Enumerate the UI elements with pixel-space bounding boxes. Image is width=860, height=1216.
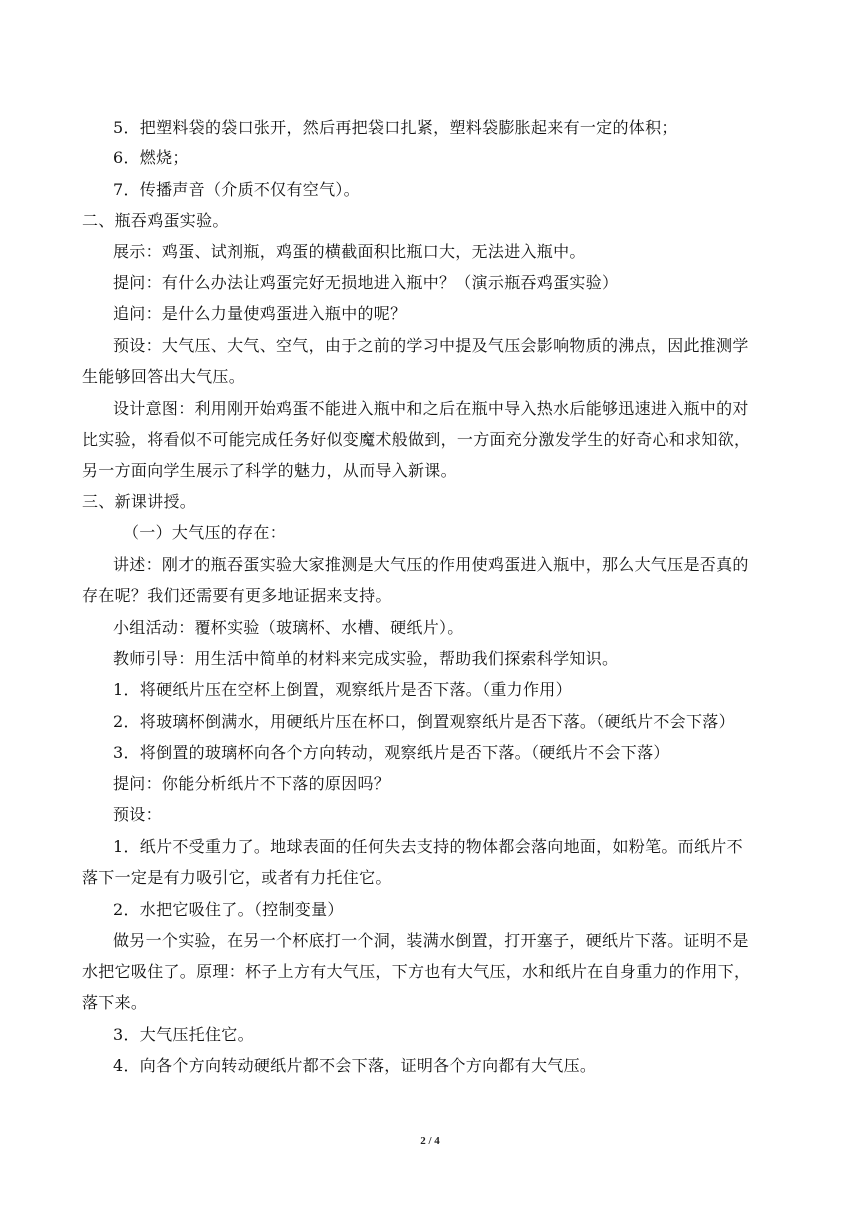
body-line: 7．传播声音（介质不仅有空气）。: [113, 180, 360, 199]
body-line: 做另一个实验，在另一个杯底打一个洞，装满水倒置，打开塞子，硬纸片下落。证明不是: [113, 931, 749, 950]
body-line: 存在呢？我们还需要有更多地证据来支持。: [82, 586, 392, 605]
body-line: 另一方面向学生展示了科学的魅力，从而导入新课。: [82, 461, 457, 480]
section-heading: 二、瓶吞鸡蛋实验。: [82, 211, 229, 230]
body-line: 2．将玻璃杯倒满水，用硬纸片压在杯口，倒置观察纸片是否下落。（硬纸片不会下落）: [113, 712, 735, 731]
body-line: 预设：: [113, 805, 162, 824]
body-line: 讲述：刚才的瓶吞蛋实验大家推测是大气压的作用使鸡蛋进入瓶中，那么大气压是否真的: [113, 555, 749, 574]
body-line: 3．将倒置的玻璃杯向各个方向转动，观察纸片是否下落。（硬纸片不会下落）: [113, 743, 670, 762]
body-line: 小组活动：覆杯实验（玻璃杯、水槽、硬纸片）。: [113, 618, 464, 637]
section-heading: 三、新课讲授。: [82, 492, 197, 511]
body-line: 3．大气压托住它。: [113, 1025, 254, 1044]
body-line: 设计意图：利用刚开始鸡蛋不能进入瓶中和之后在瓶中导入热水后能够迅速进入瓶中的对: [113, 399, 749, 418]
body-line: 水把它吸住了。原理：杯子上方有大气压，下方也有大气压，水和纸片在自身重力的作用下，: [82, 962, 751, 981]
body-line: 1．将硬纸片压在空杯上倒置，观察纸片是否下落。（重力作用）: [113, 680, 572, 699]
body-line: 预设：大气压、大气、空气，由于之前的学习中提及气压会影响物质的沸点，因此推测学: [113, 336, 749, 355]
body-line: 提问：你能分析纸片不下落的原因吗？: [113, 774, 391, 793]
body-line: 落下一定是有力吸引它，或者有力托住它。: [82, 868, 392, 887]
body-line: 比实验，将看似不可能完成任务好似变魔术般做到，一方面充分激发学生的好奇心和求知欲，: [82, 430, 751, 449]
body-line: 落下来。: [82, 993, 148, 1012]
body-line: 追问：是什么力量使鸡蛋进入瓶中的呢？: [113, 304, 407, 323]
body-line: 展示：鸡蛋、试剂瓶，鸡蛋的横截面积比瓶口大，无法进入瓶中。: [113, 242, 586, 261]
page-number: 2 / 4: [420, 1135, 440, 1147]
body-line: 1．纸片不受重力了。地球表面的任何失去支持的物体都会落向地面，如粉笔。而纸片不: [113, 837, 743, 856]
body-line: 4．向各个方向转动硬纸片都不会下落，证明各个方向都有大气压。: [113, 1056, 597, 1075]
body-line: 教师引导：用生活中简单的材料来完成实验，帮助我们探索科学知识。: [113, 649, 619, 668]
body-line: 2．水把它吸住了。（控制变量）: [113, 900, 344, 919]
body-line: 6．燃烧；: [113, 148, 189, 167]
subsection-heading: （一）大气压的存在：: [123, 523, 287, 542]
body-line: 5．把塑料袋的袋口张开，然后再把袋口扎紧，塑料袋膨胀起来有一定的体积；: [113, 118, 678, 137]
body-line: 生能够回答出大气压。: [82, 367, 246, 386]
body-line: 提问：有什么办法让鸡蛋完好无损地进入瓶中？（演示瓶吞鸡蛋实验）: [113, 273, 619, 292]
